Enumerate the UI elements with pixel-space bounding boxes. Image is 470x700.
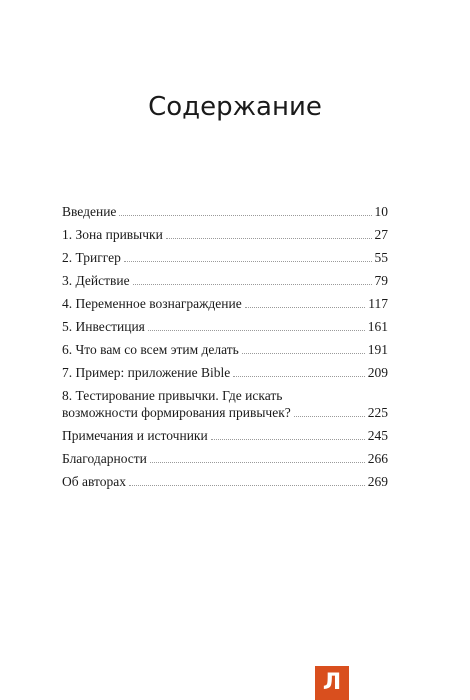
- toc-entry[interactable]: [62, 387, 388, 421]
- dot-leader: [294, 416, 365, 417]
- toc-entry-title-line: возможности формирования привычек?: [62, 405, 291, 420]
- toc-entry-title: Введение: [62, 204, 117, 219]
- toc-entry-title: 2. Триггер: [62, 250, 121, 265]
- litres-bookmark-icon: [315, 666, 349, 700]
- logo-letter: Л: [322, 670, 342, 695]
- toc-entry-page: 191: [367, 342, 388, 357]
- toc-entry-page: 266: [367, 451, 388, 466]
- toc-entry[interactable]: [62, 473, 388, 490]
- toc-entry[interactable]: [62, 272, 388, 289]
- toc-entry[interactable]: [62, 427, 388, 444]
- toc-entry-title: 4. Переменное вознаграждение: [62, 296, 242, 311]
- dot-leader: [166, 238, 372, 239]
- toc-entry-page: 27: [374, 227, 388, 242]
- toc-entry[interactable]: [62, 295, 388, 312]
- toc-entry-title: Об авторах: [62, 474, 126, 489]
- dot-leader: [133, 284, 372, 285]
- toc-entry[interactable]: [62, 318, 388, 335]
- toc-entry[interactable]: [62, 341, 388, 358]
- toc-entry-title: Примечания и источники: [62, 428, 208, 443]
- toc-entry-title: 1. Зона привычки: [62, 227, 163, 242]
- dot-leader: [124, 261, 372, 262]
- toc-entry[interactable]: [62, 249, 388, 266]
- toc-entry-page: 10: [374, 204, 388, 219]
- dot-leader: [211, 439, 365, 440]
- toc-entry-page: 225: [367, 405, 388, 420]
- toc-entry[interactable]: [62, 364, 388, 381]
- page-title: Содержание: [148, 92, 322, 122]
- toc-entry-title: [62, 387, 291, 421]
- dot-leader: [242, 353, 365, 354]
- table-of-contents: [62, 203, 388, 496]
- toc-entry-page: 269: [367, 474, 388, 489]
- toc-entry-title: 5. Инвестиция: [62, 319, 145, 334]
- toc-entry-page: 117: [368, 296, 388, 311]
- toc-entry-title: 6. Что вам со всем этим делать: [62, 342, 239, 357]
- toc-entry-page: 55: [374, 250, 388, 265]
- dot-leader: [245, 307, 366, 308]
- toc-entry[interactable]: [62, 226, 388, 243]
- dot-leader: [148, 330, 365, 331]
- toc-entry-title: 7. Пример: приложение Bible: [62, 365, 231, 380]
- toc-entry[interactable]: [62, 450, 388, 467]
- toc-entry-page: 161: [367, 319, 388, 334]
- toc-entry-title-line: 8. Тестирование привычки. Где искать: [62, 388, 283, 403]
- dot-leader: [150, 462, 365, 463]
- toc-entry-title: Благодарности: [62, 451, 147, 466]
- toc-entry-page: 245: [367, 428, 388, 443]
- dot-leader: [233, 376, 365, 377]
- dot-leader: [129, 485, 365, 486]
- dot-leader: [119, 215, 371, 216]
- toc-entry-page: 79: [374, 273, 388, 288]
- toc-entry-title: 3. Действие: [62, 273, 130, 288]
- toc-entry[interactable]: [62, 203, 388, 220]
- toc-entry-page: 209: [367, 365, 388, 380]
